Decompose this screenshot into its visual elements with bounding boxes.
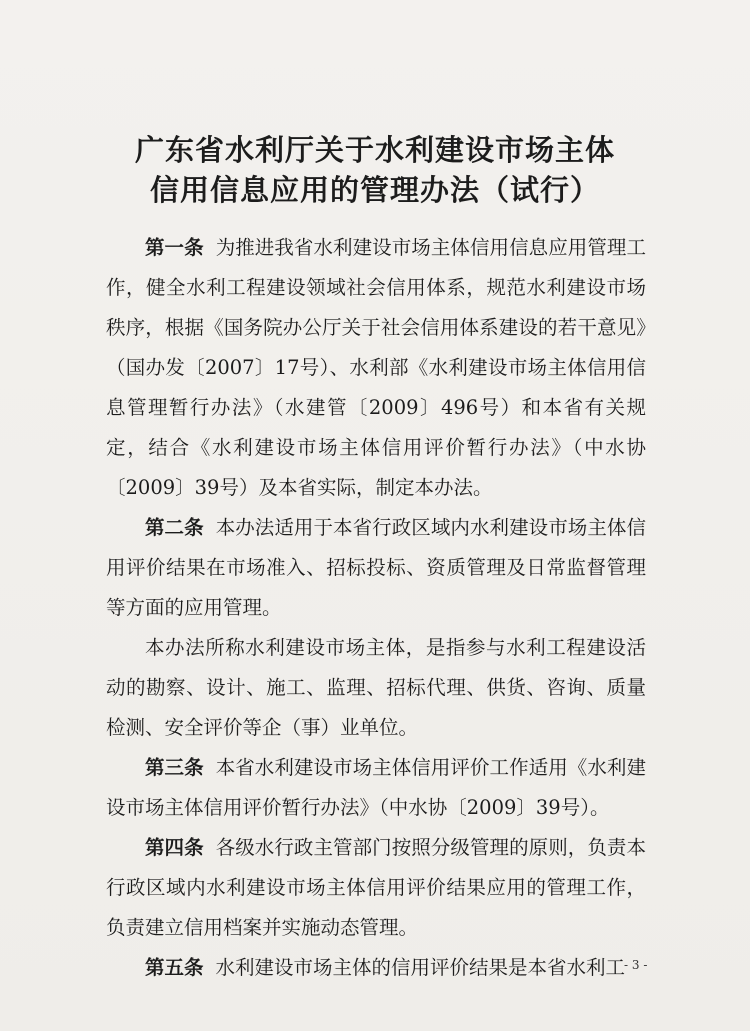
- article-5-paragraph: [106, 948, 646, 988]
- article-2-text: 本办法适用于本省行政区域内水利建设市场主体信用评价结果在市场准入、招标投标、资质管理及日常监督管理等方面的应用管理。: [106, 516, 646, 619]
- article-4-heading: 第四条: [145, 836, 204, 859]
- article-2-sub-text: 本办法所称水利建设市场主体，是指参与水利工程建设活动的勘察、设计、施工、监理、招标代理、供货、咨询、质量检测、安全评价等企（事）业单位。: [106, 636, 646, 739]
- article-2-subparagraph: [106, 628, 646, 748]
- article-3-text: 本省水利建设市场主体信用评价工作适用《水利建设市场主体信用评价暂行办法》（中水协〔2009〕39号）。: [106, 756, 646, 819]
- page-number: - 3 -: [624, 958, 648, 972]
- article-4-text: 各级水行政主管部门按照分级管理的原则，负责本行政区域内水利建设市场主体信用评价结果应用的管理工作，负责建立信用档案并实施动态管理。: [106, 836, 646, 939]
- article-2-heading: 第二条: [145, 516, 204, 539]
- article-2-paragraph: [106, 508, 646, 628]
- document-title-line-1: 广东省水利厅关于水利建设市场主体: [134, 133, 615, 167]
- article-4-paragraph: [106, 828, 646, 948]
- article-3-paragraph: [106, 748, 646, 828]
- document-body: [106, 228, 646, 988]
- article-1-text: 为推进我省水利建设市场主体信用信息应用管理工作，健全水利工程建设领域社会信用体系，规范水利建设市场秩序，根据《国务院办公厅关于社会信用体系建设的若干意见》（国办发〔2007〕17号）、水利部《水利建设市场主体信用信息管理暂行办法》（水建管〔2009〕496号）和本省有关规定，结合《水利建设市场主体信用评价暂行办法》（中水协〔2009〕39号）及本省实际，制定本办法。: [106, 236, 646, 499]
- article-1-paragraph: [106, 228, 646, 508]
- article-1-heading: 第一条: [145, 236, 204, 259]
- article-3-heading: 第三条: [145, 756, 204, 779]
- article-5-text: 水利建设市场主体的信用评价结果是本省水利工: [215, 956, 626, 979]
- document-title-line-2: 信用信息应用的管理办法（试行）: [149, 173, 600, 207]
- article-5-heading: 第五条: [145, 956, 204, 979]
